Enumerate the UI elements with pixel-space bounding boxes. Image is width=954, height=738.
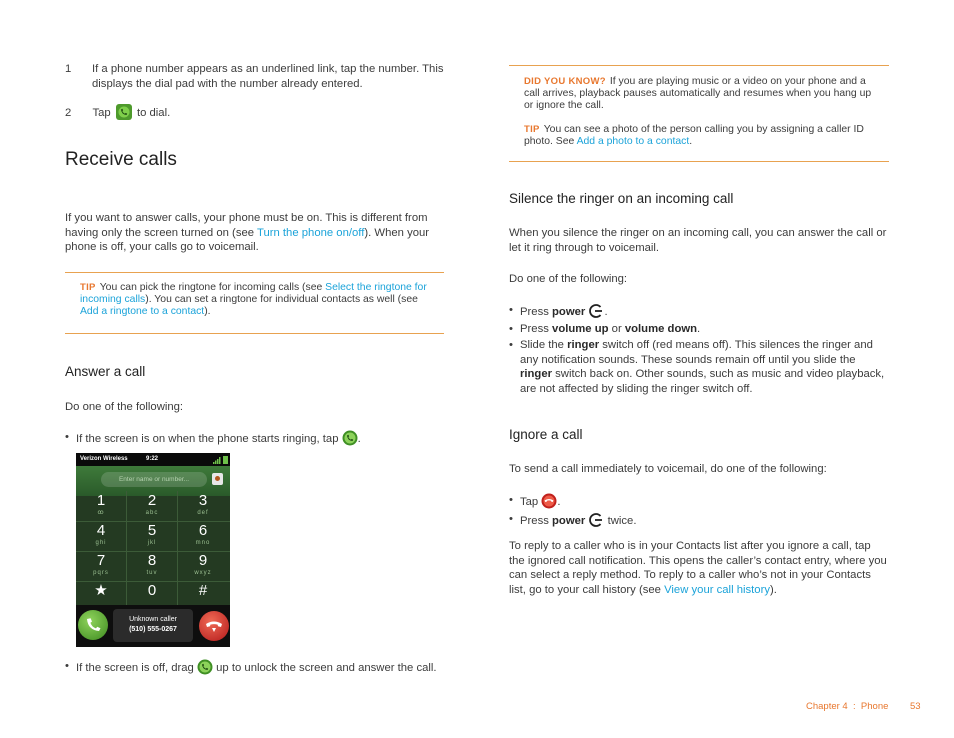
ignore-bullet-power bbox=[509, 512, 889, 529]
intro-text-post: ). When your phone is off, your calls go to voicemail. bbox=[65, 226, 430, 254]
silence-do-one: Do one of the following: bbox=[509, 273, 628, 285]
tip-label-right: TIP bbox=[524, 124, 540, 135]
dial-phone-icon bbox=[116, 104, 132, 120]
link-select-ringtone[interactable]: Select the ringtone for incoming calls bbox=[80, 282, 427, 306]
footer-chapter: Chapter 4 : Phone bbox=[806, 701, 889, 712]
answer-bullet-1 bbox=[65, 430, 445, 447]
phone-time: 9:22 bbox=[146, 456, 159, 462]
ignore-call-icon bbox=[541, 493, 557, 509]
footer-page-number: 53 bbox=[910, 701, 921, 712]
phone-carrier: Verizon Wireless bbox=[80, 456, 128, 462]
keypad-key[interactable] bbox=[178, 521, 228, 551]
phone-incoming-call-screenshot bbox=[76, 453, 230, 647]
keypad-key-digit: 2 bbox=[147, 492, 157, 509]
keypad-key[interactable] bbox=[127, 521, 178, 551]
keypad-key-letters: pqrs bbox=[93, 570, 109, 576]
keypad-key-letters: jkl bbox=[147, 540, 157, 546]
keypad-key-digit: 0 bbox=[147, 582, 157, 599]
keypad-key[interactable] bbox=[76, 491, 127, 521]
silence-b3-post: switch back on. Other sounds, such as music and video playback, are not affected by sliding the ringer switch off. bbox=[520, 368, 885, 395]
answer-call-button[interactable] bbox=[78, 610, 108, 640]
phone-status-bar bbox=[76, 453, 230, 466]
step-1 bbox=[65, 62, 445, 91]
keypad-key-digit: ★ bbox=[94, 582, 108, 599]
keypad-key[interactable] bbox=[76, 551, 127, 581]
keypad-key-digit: 3 bbox=[198, 492, 208, 509]
section-heading-receive-calls: Receive calls bbox=[65, 149, 177, 170]
keypad-key-letters: ghi bbox=[95, 540, 107, 546]
silence-b2-pre: Press bbox=[520, 322, 549, 335]
did-you-know-rule-bottom bbox=[509, 161, 889, 162]
silence-b1-post: . bbox=[604, 306, 608, 318]
did-you-know-label: DID YOU KNOW? bbox=[524, 76, 606, 87]
silence-b3-pre: Slide the bbox=[520, 339, 564, 352]
keypad-key-digit: 1 bbox=[96, 492, 106, 509]
answer-bullet-2 bbox=[65, 659, 445, 676]
answer-bullet-list-2 bbox=[65, 659, 445, 676]
contact-card-icon[interactable] bbox=[212, 473, 223, 485]
keypad-key-letters: def bbox=[197, 510, 209, 516]
silence-b2-post: . bbox=[697, 322, 701, 335]
keypad-key[interactable] bbox=[127, 491, 178, 521]
caller-info-card bbox=[113, 609, 193, 642]
step-2-pre: Tap bbox=[92, 107, 111, 119]
bullet-2-pre: If the screen is off, drag bbox=[76, 662, 194, 674]
tip-text-post: ). bbox=[204, 306, 211, 318]
keypad-key-letters: mno bbox=[195, 540, 211, 546]
answer-intro: Do one of the following: bbox=[65, 401, 184, 413]
silence-bullet-list bbox=[509, 303, 889, 397]
subheading-ignore-call: Ignore a call bbox=[509, 427, 583, 442]
keypad-key-letters: ꝏ bbox=[97, 510, 105, 516]
keypad-key-letters: wxyz bbox=[194, 570, 212, 576]
power-key-label: power bbox=[552, 306, 586, 318]
did-you-know-box bbox=[524, 76, 876, 113]
link-turn-phone-on-off[interactable]: Turn the phone on/off bbox=[256, 226, 365, 239]
tip-rule-top bbox=[65, 272, 444, 273]
did-you-know-rule-top bbox=[509, 65, 889, 66]
battery-icon bbox=[223, 456, 228, 464]
caller-name: Unknown caller bbox=[129, 616, 177, 623]
keypad-key[interactable] bbox=[178, 491, 228, 521]
keypad-key[interactable] bbox=[76, 521, 127, 551]
keypad-key-letters: abc bbox=[145, 510, 159, 516]
link-add-ringtone-contact[interactable]: Add a ringtone to a contact bbox=[80, 306, 205, 318]
keypad-key-digit: # bbox=[198, 582, 208, 599]
step-2-post: to dial. bbox=[136, 107, 171, 119]
bullet-1-post: . bbox=[357, 433, 361, 445]
tip-caller-photo bbox=[524, 124, 876, 148]
silence-bullet-volume bbox=[509, 322, 889, 337]
keypad-key-letters: tuv bbox=[146, 570, 158, 576]
decline-handset-icon bbox=[199, 611, 229, 641]
reply-paragraph bbox=[509, 539, 889, 597]
drag-answer-icon bbox=[197, 659, 213, 675]
keypad-key-digit: 8 bbox=[147, 552, 157, 569]
silence-bullet-ringer bbox=[509, 338, 889, 396]
answer-phone-icon bbox=[342, 430, 358, 446]
power-key-icon bbox=[588, 303, 604, 319]
tip-right-text-post: . bbox=[689, 136, 693, 148]
volume-down-label: volume down bbox=[624, 322, 698, 335]
tip-ringtone bbox=[80, 282, 432, 319]
intro-text-pre: If you want to answer calls, your phone must be on. This is different from having only the screen turned on (see bbox=[65, 212, 428, 239]
tip-label: TIP bbox=[80, 282, 96, 293]
ignore-intro: To send a call immediately to voicemail, do one of the following: bbox=[509, 463, 827, 475]
keypad-key[interactable] bbox=[178, 551, 228, 581]
keypad-key-digit: 9 bbox=[198, 552, 208, 569]
answer-bullet-list-1 bbox=[65, 430, 445, 447]
phone-call-controls bbox=[76, 605, 230, 647]
keypad-key-digit: 5 bbox=[147, 522, 157, 539]
silence-b2-mid: or bbox=[611, 322, 622, 335]
subheading-answer-call: Answer a call bbox=[65, 364, 146, 379]
ringer-label-1: ringer bbox=[567, 339, 600, 352]
keypad-key-digit: 4 bbox=[96, 522, 106, 539]
power-key-icon-2 bbox=[588, 512, 604, 528]
tip-text-pre: You can pick the ringtone for incoming calls (see bbox=[99, 282, 326, 293]
tip-rule-bottom bbox=[65, 333, 444, 334]
ignore-bullet-tap bbox=[509, 493, 889, 510]
keypad-key-digit: 7 bbox=[96, 552, 106, 569]
ignore-bullet-list bbox=[509, 493, 889, 528]
ignore-b1-pre: Tap bbox=[520, 496, 539, 508]
keypad-key[interactable] bbox=[127, 551, 178, 581]
ignore-b2-pre: Press bbox=[520, 514, 549, 527]
link-add-photo-contact[interactable]: Add a photo to a contact bbox=[576, 136, 690, 148]
tip-right-text-pre: You can see a photo of the person calling you by assigning a caller ID photo. See bbox=[524, 124, 864, 148]
reply-text-pre: To reply to a caller who is in your Contacts list after you ignore a call, tap the ignored call notification. This opens the caller’s contact entry, where you can select a reply method. To reply to a caller who’s not in your Contacts list, go to your call history (see bbox=[509, 540, 887, 596]
step-2 bbox=[65, 104, 445, 121]
silence-b1-pre: Press bbox=[520, 306, 549, 318]
ignore-power-label: power bbox=[552, 514, 586, 527]
reply-text-post: ). bbox=[770, 583, 777, 596]
receive-calls-intro bbox=[65, 211, 437, 255]
step-1-number: 1 bbox=[65, 63, 72, 75]
signal-icon bbox=[213, 457, 221, 464]
tip-text-mid: ). You can set a ringtone for individual contacts as well (see bbox=[145, 294, 418, 306]
silence-bullet-power bbox=[509, 303, 889, 320]
answer-handset-icon bbox=[78, 610, 108, 640]
silence-intro: When you silence the ringer on an incoming call, you can answer the call or let it ring through to voicemail. bbox=[509, 227, 887, 254]
bullet-2-post: up to unlock the screen and answer the call. bbox=[216, 662, 437, 674]
caller-number: (510) 555-0267 bbox=[129, 626, 177, 633]
step-1-text: If a phone number appears as an underlined link, tap the number. This displays the dial pad with the number already entered. bbox=[92, 63, 444, 90]
decline-call-button[interactable] bbox=[199, 611, 229, 641]
ignore-b1-post: . bbox=[557, 496, 561, 508]
volume-up-label: volume up bbox=[552, 322, 609, 335]
silence-b3-mid: switch off (red means off). This silences the ringer and any notification sounds. These sounds remain off until you slide the bbox=[520, 339, 873, 366]
did-you-know-text: If you are playing music or a video on your phone and a call arrives, playback pauses automatically and resumes when you hang up or ignore the call. bbox=[524, 76, 872, 112]
keypad-key-digit: 6 bbox=[198, 522, 208, 539]
bullet-1-text: If the screen is on when the phone starts ringing, tap bbox=[76, 433, 339, 445]
subheading-silence-ringer: Silence the ringer on an incoming call bbox=[509, 191, 734, 206]
link-view-call-history[interactable]: View your call history bbox=[664, 583, 770, 596]
phone-search-input[interactable]: Enter name or number... bbox=[101, 472, 207, 487]
ignore-b2-post: twice. bbox=[607, 514, 637, 527]
step-2-number: 2 bbox=[65, 107, 72, 119]
ringer-label-2: ringer bbox=[520, 368, 553, 381]
